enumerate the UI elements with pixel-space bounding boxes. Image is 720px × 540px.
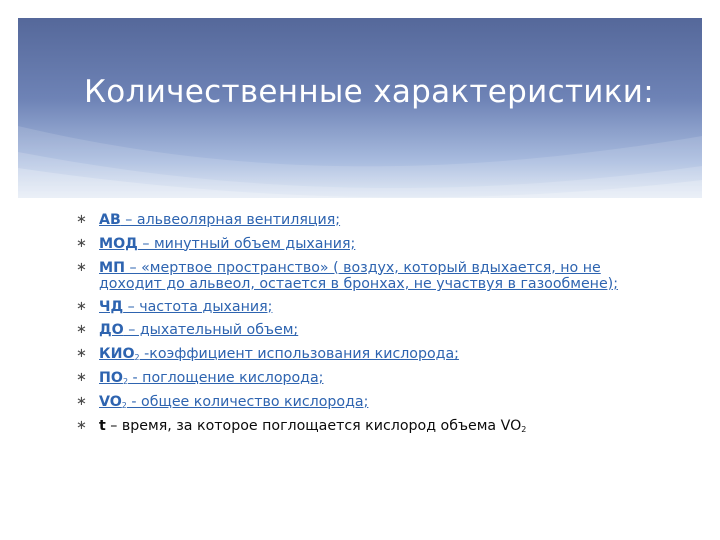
- item-subscript: 2: [122, 376, 129, 386]
- asterisk-bullet-icon: ∗: [76, 393, 87, 409]
- list-item: [76, 418, 636, 435]
- item-description: -коэффициент использования кислорода;: [139, 346, 459, 363]
- item-term: ДО: [99, 322, 124, 339]
- item-description: – частота дыхания;: [123, 298, 273, 315]
- item-link[interactable]: [99, 212, 340, 228]
- asterisk-bullet-icon: ∗: [76, 212, 87, 227]
- item-term: VO: [99, 393, 122, 410]
- item-description: – «мертвое пространство» ( воздух, который вдыхается, но не доходит до альвеол, остается в бронхах, не участвуя в газообмене);: [99, 259, 618, 293]
- item-term: ЧД: [99, 298, 124, 315]
- item-link[interactable]: [99, 370, 323, 386]
- item-term: МП: [99, 259, 125, 276]
- item-description: - поглощение кислорода;: [128, 369, 324, 386]
- asterisk-bullet-icon: ∗: [76, 346, 87, 362]
- asterisk-bullet-icon: ∗: [76, 369, 87, 385]
- item-description: - общее количество кислорода;: [126, 393, 369, 410]
- item-term: АВ: [99, 212, 121, 228]
- item-description: – время, за которое поглощается кислород объема VO: [105, 417, 522, 434]
- title-banner: [18, 18, 702, 198]
- list-item: [76, 299, 636, 316]
- item-link[interactable]: [99, 299, 272, 315]
- list-item: [76, 212, 636, 229]
- item-link[interactable]: [99, 236, 355, 252]
- list-item: [76, 260, 636, 293]
- item-link[interactable]: [99, 346, 459, 362]
- list-item: [76, 322, 636, 339]
- list-item: [76, 370, 636, 387]
- asterisk-bullet-icon: ∗: [76, 322, 87, 338]
- asterisk-bullet-icon: ∗: [76, 417, 87, 433]
- list-item: [76, 236, 636, 253]
- list-item: [76, 346, 636, 363]
- list-item: [76, 394, 636, 411]
- item-description: – альвеолярная вентиляция;: [120, 212, 341, 228]
- item-term: КИО: [99, 346, 135, 363]
- item-term: ПО: [99, 369, 123, 386]
- item-term: t: [99, 417, 106, 434]
- item-subscript: 2: [134, 353, 140, 363]
- asterisk-bullet-icon: ∗: [76, 298, 87, 314]
- item-link[interactable]: [99, 394, 368, 410]
- item-description: – дыхательный объем;: [123, 322, 299, 339]
- item-description: – минутный объем дыхания;: [137, 235, 356, 252]
- slide-title: Количественные характеристики:: [84, 74, 654, 110]
- item-link[interactable]: [99, 260, 618, 293]
- item-subscript: 2: [121, 400, 127, 410]
- asterisk-bullet-icon: ∗: [76, 235, 87, 251]
- item-term: МОД: [99, 235, 138, 252]
- characteristics-list: [76, 212, 636, 441]
- asterisk-bullet-icon: ∗: [76, 259, 87, 275]
- item-link[interactable]: [99, 322, 298, 338]
- item-subscript: 2: [521, 424, 527, 434]
